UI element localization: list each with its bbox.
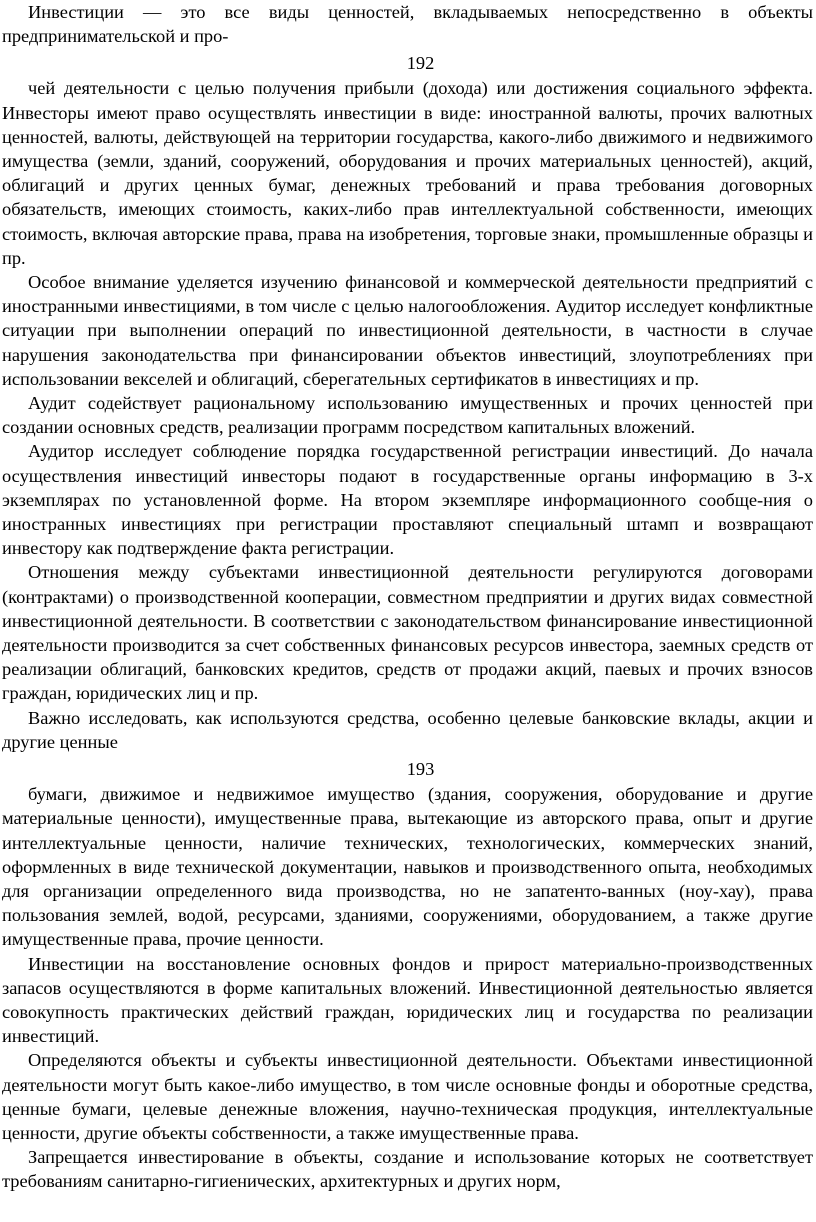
paragraph: Особое внимание уделяется изучению финансовой и коммерческой деятельности предприятий с иностранными инвестициями, в том числе с целью налогообложения. Аудитор исследует конфликтные ситуации при выполнении операций по инвестиционной деятельности, в частности в случае нарушения законодательства при финансировании объектов инвестиций, злоупотреблениях при использовании векселей и облигаций, сберегательных сертификатов в инвестициях и пр. [2, 272, 813, 389]
paragraph: Запрещается инвестирование в объекты, создание и использование которых не соответствует требованиям санитарно-гигиенических, архитектурных и других норм, [2, 1147, 813, 1192]
paragraph: Инвестиции на восстановление основных фондов и прирост материально-производственных запасов осуществляются в форме капитальных вложений. Инвестиционной деятельностью является совокупность практических действий граждан, юридических лиц и государства по реализации инвестиций. [2, 953, 813, 1047]
paragraph: чей деятельности с целью получения прибыли (дохода) или достижения социального эффекта. Инвесторы имеют право осуществлять инвестиции в виде: иностранной валюты, прочих валютных ценностей, валюты, действующей на территории государства, какого-либо движимого и недвижимого имущества (земли, зданий, сооружений, оборудования и прочих материальных ценностей), акций, облигаций и других ценных бумаг, денежных требований и права требования договорных обязательств, имеющих стоимость, каких-либо прав интеллектуальной собственности, имеющих стоимость, включая авторские права, права на изобретения, торговые знаки, промышленные образцы и пр. [2, 78, 813, 268]
paragraph: Инвестиции — это все виды ценностей, вкладываемых непосредственно в объекты предпринимательской и про- [2, 2, 813, 47]
paragraph: Отношения между субъектами инвестиционной деятельности регулируются договорами (контрактами) о производственной кооперации, совместном предприятии и других видах совместной инвестиционной деятельности. В соответствии с законодательством финансирование инвестиционной деятельности производится за счет собственных финансовых ресурсов инвестора, заемных средств от реализации облигаций, банковских кредитов, средств от продажи акций, паевых и прочих взносов граждан, юридических лиц и пр. [2, 562, 813, 704]
paragraph: Аудитор исследует соблюдение порядка государственной регистрации инвестиций. До начала осуществления инвестиций инвесторы подают в государственные органы информацию в 3-х экземплярах по установленной форме. На втором экземпляре информационного сообще-ния о иностранных инвестициях при регистрации проставляют специальный штамп и возвращают инвестору как подтверждение факта регистрации. [2, 441, 813, 559]
paragraph: Важно исследовать, как используются средства, особенно целевые банковские вклады, акции и другие ценные [2, 707, 813, 752]
page-number: 193 [406, 759, 435, 780]
page-number: 192 [406, 53, 435, 74]
paragraph: Определяются объекты и субъекты инвестиционной деятельности. Объектами инвестиционной деятельности могут быть какое-либо имущество, в том числе основные фонды и оборотные средства, ценные бумаги, целевые денежные вложения, научно-техническая продукция, интеллектуальные ценности, другие объекты собственности, а также имущественные права. [2, 1050, 813, 1143]
paragraph: Аудит содействует рациональному использованию имущественных и прочих ценностей при создании основных средств, реализации программ посредством капитальных вложений. [2, 393, 813, 438]
paragraph: бумаги, движимое и недвижимое имущество (здания, сооружения, оборудование и другие материальные ценности), имущественные права, вытекающие из авторского права, опыт и другие интеллектуальные ценности, наличие технических, технологических, коммерческих знаний, оформленных в виде технической документации, навыков и производственного опыта, необходимых для организации определенного вида производства, но не запатенто-ванных (ноу-хау), права пользования землей, водой, ресурсами, зданиями, сооружениями, оборудованием, а также другие имущественные права, прочие ценности. [2, 784, 813, 950]
